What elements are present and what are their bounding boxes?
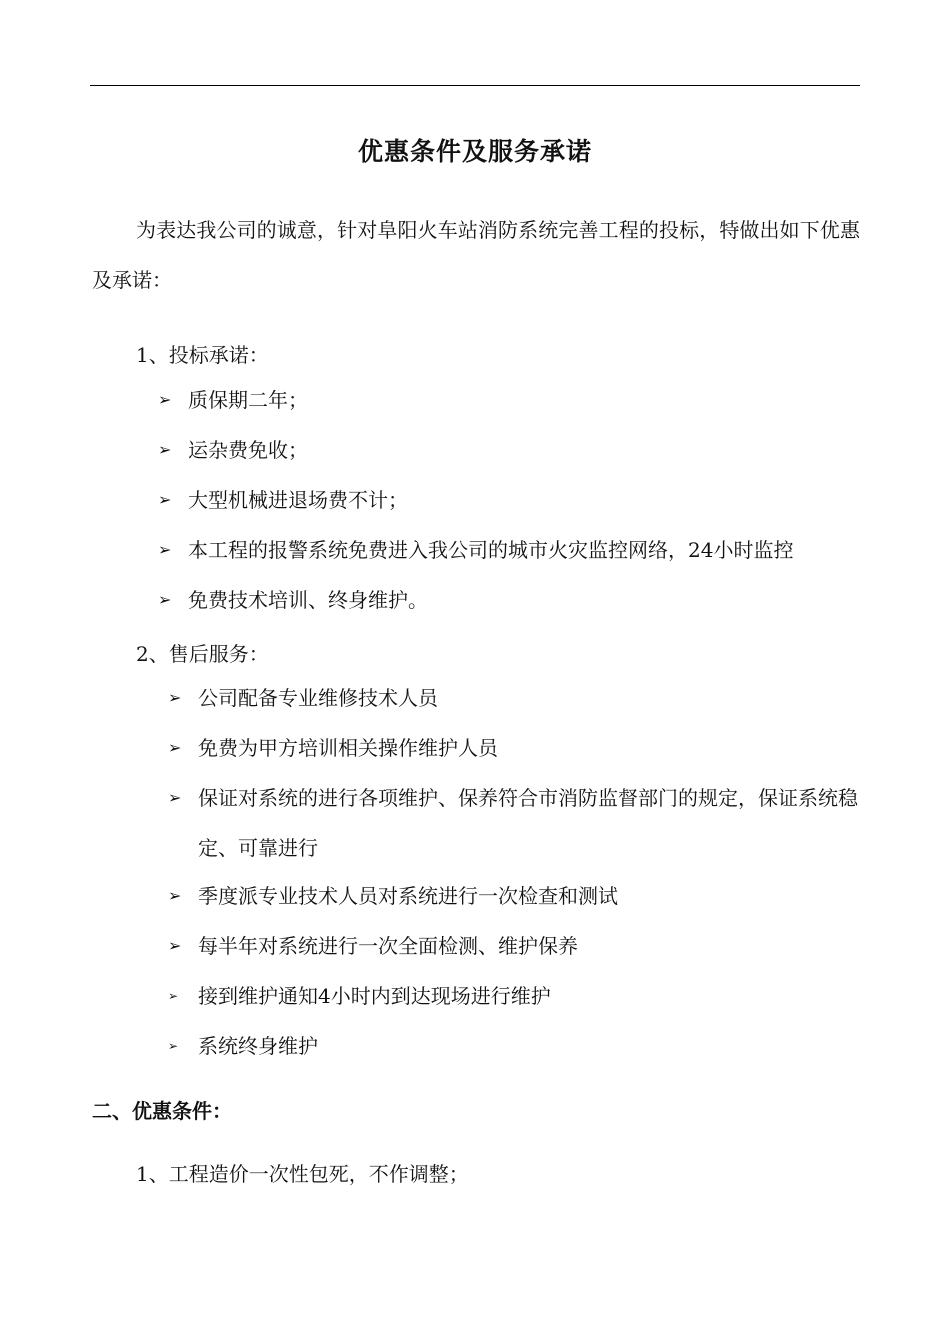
header-rule bbox=[90, 85, 860, 86]
list-item: ➢ 质保期二年； bbox=[158, 388, 308, 412]
section2-heading: 2、售后服务： bbox=[136, 642, 269, 666]
section1-heading: 1、投标承诺： bbox=[136, 343, 269, 367]
list-item: ➢ 免费技术培训、终身维护。 bbox=[158, 588, 428, 612]
arrow-bullet-icon: ➢ bbox=[158, 440, 172, 459]
arrow-bullet-icon: ➢ bbox=[168, 936, 182, 955]
list-item: ➢ 大型机械进退场费不计； bbox=[158, 488, 408, 512]
arrow-bullet-icon: ➢ bbox=[158, 490, 172, 509]
arrow-bullet-icon: ➢ bbox=[168, 738, 182, 757]
discount-heading: 二、优惠条件： bbox=[92, 1099, 232, 1123]
list-item: ➢ 本工程的报警系统免费进入我公司的城市火灾监控网络，24小时监控 bbox=[158, 538, 794, 562]
intro-paragraph: 为表达我公司的诚意，针对阜阳火车站消防系统完善工程的投标，特做出如下优惠及承诺： bbox=[92, 218, 860, 292]
page-title: 优惠条件及服务承诺 bbox=[357, 137, 592, 166]
arrow-bullet-icon: ➢ bbox=[168, 688, 182, 707]
arrow-bullet-icon: ➢ bbox=[158, 590, 172, 609]
arrow-bullet-icon: ➢ bbox=[158, 390, 172, 409]
list-item: ➢ 季度派专业技术人员对系统进行一次检查和测试 bbox=[168, 884, 618, 908]
arrow-bullet-icon: ➢ bbox=[168, 886, 182, 905]
discount-item: 1、工程造价一次性包死，不作调整； bbox=[136, 1162, 469, 1186]
arrow-bullet-icon: ➢ bbox=[168, 989, 179, 1003]
arrow-bullet-icon: ➢ bbox=[168, 1039, 179, 1053]
list-item: ➢ 运杂费免收； bbox=[158, 438, 308, 462]
list-item: ➢ 公司配备专业维修技术人员 bbox=[168, 686, 438, 710]
list-item: ➢ 免费为甲方培训相关操作维护人员 bbox=[168, 736, 498, 760]
list-item: ➢ 接到维护通知4小时内到达现场进行维护 bbox=[168, 984, 551, 1008]
arrow-bullet-icon: ➢ bbox=[158, 540, 172, 559]
arrow-bullet-icon: ➢ bbox=[168, 788, 182, 807]
list-item: ➢ 系统终身维护 bbox=[168, 1034, 318, 1058]
list-item: ➢ 每半年对系统进行一次全面检测、维护保养 bbox=[168, 934, 578, 958]
list-item: ➢ 保证对系统的进行各项维护、保养符合市消防监督部门的规定，保证系统稳定、可靠进行 bbox=[168, 786, 858, 860]
